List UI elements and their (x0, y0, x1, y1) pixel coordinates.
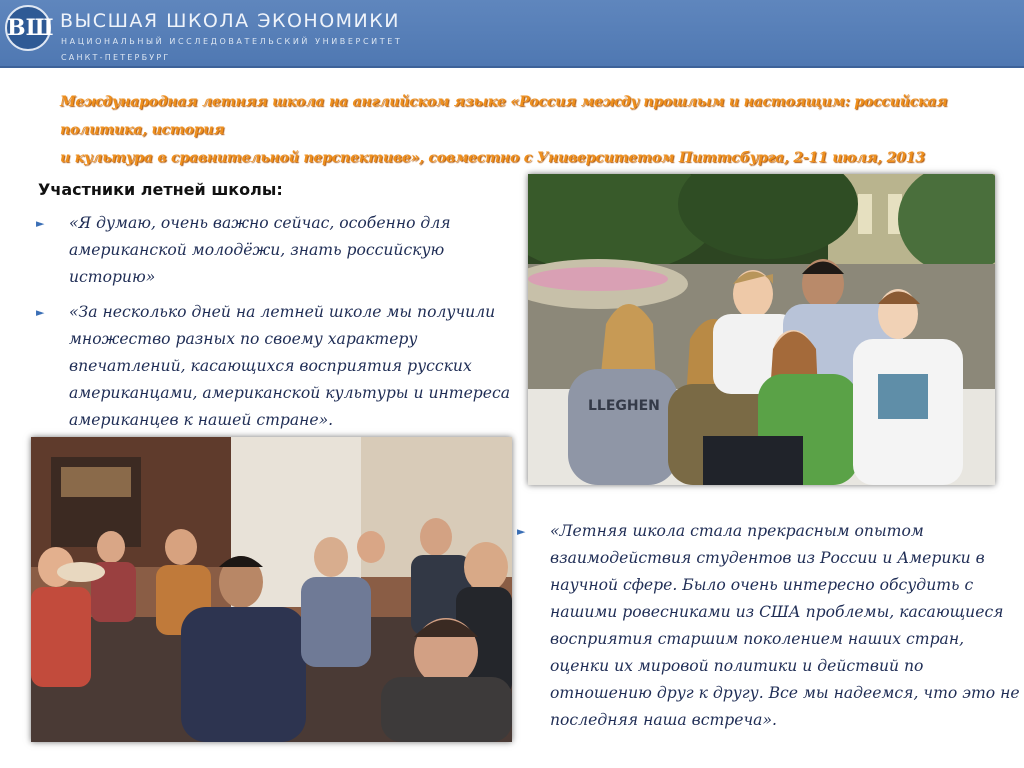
bullet-triangle-icon: ► (36, 217, 45, 230)
slide-title-line-2: и культура в сравнительной перспективе», совместно с Университетом Питтсбурга, 2-11 июля, 2013 (60, 150, 925, 166)
organization-name: ВЫСШАЯ ШКОЛА ЭКОНОМИКИ (60, 10, 400, 32)
bullet-triangle-icon: ► (517, 525, 526, 538)
section-heading: Участники летней школы: (38, 180, 283, 199)
header-banner (0, 0, 1024, 68)
hse-logo-icon (5, 5, 54, 51)
quote-text: «За несколько дней на летней школе мы получили множество разных по своему характеру впечатлений, касающихся восприятия русских американцами, американской культуры и интереса американцев к нашей стране». (69, 303, 511, 429)
shirt-print-text: LLEGHEN (588, 398, 660, 414)
quote-item (36, 210, 521, 291)
quote-text: «Летняя школа стала прекрасным опытом взаимодействия студентов из России и Америки в научной сфере. Было очень интересно обсудить с нашими ровесниками из США проблемы, касающиеся восприятия старшим поколением наших стран, оценки их мировой политики и действий по отношению друг к другу. Все мы надеемся, что это не последняя наша встреча». (550, 522, 1020, 729)
slide-title (60, 88, 975, 172)
organization-city: САНКТ-ПЕТЕРБУРГ (61, 53, 171, 62)
quote-list (36, 210, 521, 442)
organization-subtitle: НАЦИОНАЛЬНЫЙ ИССЛЕДОВАТЕЛЬСКИЙ УНИВЕРСИТЕТ (61, 37, 403, 46)
slide-title-line-1: Международная летняя школа на английском языке «Россия между прошлым и настоящим: российская политика, история (60, 94, 948, 138)
quote-item (36, 299, 521, 434)
quote-item (517, 518, 1020, 734)
quote-text: «Я думаю, очень важно сейчас, особенно для американской молодёжи, знать российскую историю» (69, 214, 451, 286)
students-group-photo (528, 174, 995, 485)
bullet-triangle-icon: ► (36, 306, 45, 319)
lecture-audience-photo (31, 437, 512, 742)
logo-monogram: ВШ (7, 15, 54, 41)
